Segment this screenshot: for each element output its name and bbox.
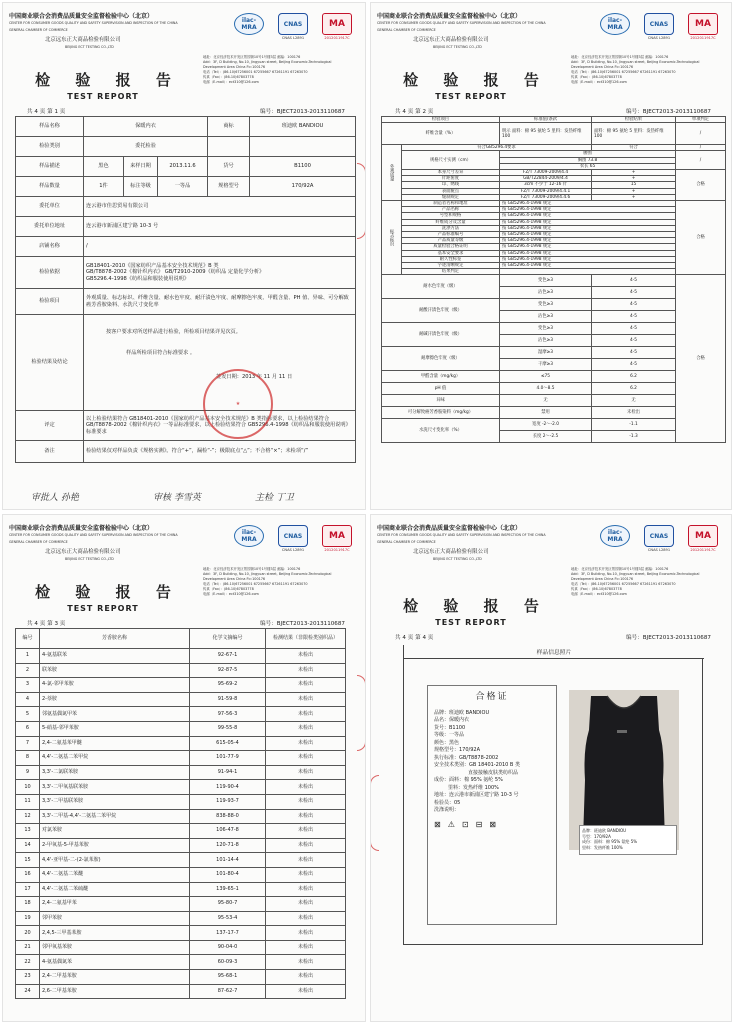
table-cell: 1: [16, 649, 40, 664]
table-cell: 未检出: [266, 955, 346, 970]
cert-line: 洗涤说明：: [434, 807, 460, 813]
table-row: [16, 867, 346, 882]
seam-stamp: [357, 675, 366, 751]
table-row: [16, 678, 346, 693]
report-number: 编号：BJECT2013-2013110687: [626, 109, 711, 115]
cert-line: 里料：发热纤维 100%: [448, 784, 499, 791]
garment-hang-tag: 品牌：班迪欧 BANDIOU 号型：170/92A 成份：面料：棉 95% 氨纶 5% 里料：发热纤维 100%: [579, 825, 677, 855]
table-cell: 4: [16, 692, 40, 707]
table-cell: 2,4-二氨基苯甲醚: [40, 736, 190, 751]
report-number: 编号：BJECT2013-2013110687: [260, 621, 345, 627]
table-cell: 未检出: [266, 853, 346, 868]
center-name-zh: 中国商业联合会消费品质量安全监督检验中心（北京）: [9, 13, 154, 20]
table-cell: 139-65-1: [190, 882, 266, 897]
table-cell: 19: [16, 911, 40, 926]
org-name-zh: 北京远东正大商品检验有限公司: [45, 37, 121, 43]
table-cell: 未检出: [266, 926, 346, 941]
table-cell: 87-62-7: [190, 984, 266, 999]
report-title: 检 验 报 告 TEST REPORT: [35, 71, 181, 101]
table-cell: 未检出: [266, 882, 346, 897]
table-cell: 4-氯-邻甲苯胺: [40, 678, 190, 693]
table-cell: 9: [16, 765, 40, 780]
table-row: [16, 955, 346, 970]
table-cell: 未检出: [266, 809, 346, 824]
iron-icon: ⊟: [475, 819, 483, 829]
table-cell: 未检出: [266, 736, 346, 751]
table-cell: 4-氨基偶氮苯: [40, 955, 190, 970]
report-number: 编号：BJECT2013-2013110687: [260, 109, 345, 115]
table-cell: 未检出: [266, 649, 346, 664]
page-counter: 共 4 页 第 1 页: [27, 109, 66, 115]
report-header: 中国商业联合会消费品质量安全监督检验中心（北京） CENTER FOR CONSUMER GOODS QUALITY AND SAFETY SUPERVISION AND INSPECTION OF THE CHINA GENERAL CHAMBER OF COMMERCE 北京远东正大商品检验有限公司 BEIJING ECT TESTING CO.,LTD: [377, 13, 546, 49]
table-cell: 5-硝基-邻甲苯胺: [40, 721, 190, 736]
table-cell: 11: [16, 794, 40, 809]
table-cell: 邻甲氧基苯胺: [40, 940, 190, 955]
table-row: [16, 721, 346, 736]
cma-logo: MA 2012011917C: [683, 13, 723, 45]
table-cell: 92-67-1: [190, 649, 266, 664]
cert-line: 颜色：黑色: [434, 739, 460, 746]
table-cell: 16: [16, 867, 40, 882]
aromatic-amines-table: 编号 芳香胺名称 化学文摘编号 检测结果（非限检类别织品） 1 4-氨基联苯 92-67-1 未检出 2 联苯胺 92-87-5 未检出 3 4-氯-邻甲苯胺 95-69-2 未检出 4 2-萘胺 91-59-8 未检出 5 邻氨基偶氮甲苯 97-56-3 未检出 6 5-硝基-邻甲苯胺 99-55-8 未检出 7 2,4-二氨基苯甲醚 615-05-4 未检出 8 4,4'-二氨基二苯甲烷 101-77-9 未检出 9 3,3'-二氯联苯胺 91-94-1 未检出 10 3,3'-二甲氧基联苯胺 119-90-4 未检出 11 3,3'-二甲基联苯胺 119-93-7 未检出 12 3,3'-二甲基-4,4'-二氨基二苯甲烷 838-88-0 未检出 13 对氯苯胺 106-47-8 未检出 14 2-甲氧基-5-甲基苯胺 120-71-8 未检出 15 4,4'-亚甲基-二-(2-氯苯胺) 101-14-4 未检出 16 4,4'-二氨基二苯醚 101-80-4 未检出 17 4,4'-二氨基二苯硫醚 139-65-1 未检出 18 2,4-二氨基甲苯 95-80-7 未检出 19 邻甲苯胺 95-53-4 未检出 20 2,4,5-三甲基苯胺 137-17-7 未检出 21 邻甲氧基苯胺 90-04-0 未检出 22 4-氨基偶氮苯 60-09-3 未检出 23 2,4-二甲基苯胺 95-68-1 未检出 24 2,6-二甲基苯胺 87-62-7 未检出: [15, 628, 346, 999]
accreditation-logos: [229, 13, 357, 45]
table-row: [16, 649, 346, 664]
accreditation-logos: [595, 13, 723, 45]
table-row: [16, 794, 346, 809]
cert-line: 货号：B1100: [434, 724, 466, 731]
cnas-logo: CNAS CNAS L2891: [273, 525, 313, 557]
accreditation-logos: [595, 525, 723, 557]
contact-address: 地址：北京经济技术开发区景园街10号1号楼3层 邮编：100176 Add：3F, D Building, No.10, Jingyuan street, Beijing Economic-Technological Development Area China P.c:100176 电话（Tel）：(86-10)67256001 67255667 67261191 67263070 传真（Fax）：(86-10)67803778 电邮（E-mail）：ect310@126.com: [571, 567, 700, 596]
table-cell: 101-80-4: [190, 867, 266, 882]
table-cell: 91-59-8: [190, 692, 266, 707]
table-cell: 14: [16, 838, 40, 853]
cert-line: 品牌：班迪欧 BANDIOU: [434, 709, 490, 716]
table-cell: 2-甲氧基-5-甲基苯胺: [40, 838, 190, 853]
ilac-mra-logo: ilac-MRA: [229, 525, 269, 557]
table-cell: 13: [16, 824, 40, 839]
table-cell: 101-77-9: [190, 751, 266, 766]
table-cell: 24: [16, 984, 40, 999]
table-cell: 120-71-8: [190, 838, 266, 853]
cert-line: 规格型号：170/92A: [434, 747, 481, 753]
table-cell: 15: [16, 853, 40, 868]
table-row: [16, 838, 346, 853]
cma-logo: MA 2012011917C: [683, 525, 723, 557]
cnas-logo: CNAS CNAS L2891: [273, 13, 313, 45]
table-cell: 4,4'-亚甲基-二-(2-氯苯胺): [40, 853, 190, 868]
table-cell: 未检出: [266, 765, 346, 780]
page-counter: 共 4 页 第 2 页: [395, 109, 434, 115]
cert-line: 成份：面料：棉 95% 氨纶 5%: [434, 777, 503, 783]
table-cell: 60-09-3: [190, 955, 266, 970]
report-header: [9, 13, 209, 51]
report-title: 检 验 报 告 TEST REPORT: [35, 583, 181, 613]
table-cell: 未检出: [266, 838, 346, 853]
report-page-4: [370, 514, 732, 1022]
cert-line: 执行标准：GB/T8878-2002: [434, 754, 499, 761]
report-summary-table: 样品名称 保暖内衣 商标 班迪欧 BANDIOU 检验类别 委托检验 样品描述 黑色 来样日期 2013.11.6 货号 B1100 样品数量 1件 标注等级 一等品 规格型号 170/92A 委托单位 连云港市佳思贸易有限公司 委托单位地址 连云港市新浦区建宁路 10-3 号 店铺名称 / 检验依据 GB18401-2010《国家纺织产品基本安全技术规范》B 类 GB/T8878-2002《棉针织内衣》 GB/T2910-2009《纺织品 定量化学分析》 GB5296.4-1998《纺织品和服装使用说明》 检验项目 外观质量、标志标识、纤维含量、耐水色牢度、耐汗渍色牢度、耐摩擦色牢度、甲醛含量、PH 值、异味、可分解致癌芳香胺染料、水洗尺寸变化率 检验结果及结论 按客户要求对所送样品进行检验，所检项目结果详见次页。 样品所检项目符合标准要求 。 签发日期：2013 年 11 月 11 日 评定 以上检验结果符合 GB18401-2010《国家纺织产品基本安全技术规范》B 类指标要求，以上检验结果符合 GB/T8878-2002《棉针织内衣》一等品标准要求，以上检验结果符合 GB5296.4-1998《纺织品和服装使用说明》标准要求 备注 检验结果仅对样品负责《规格实测》。符合“+”，漏检“-”；极限底点“△”；不合格“×”；未检项“/”: [15, 116, 356, 463]
ilac-mra-logo: ilac-MRA: [229, 13, 269, 45]
table-cell: 6: [16, 721, 40, 736]
table-cell: 95-69-2: [190, 678, 266, 693]
table-cell: 未检出: [266, 970, 346, 985]
table-cell: 联苯胺: [40, 663, 190, 678]
table-cell: 未检出: [266, 678, 346, 693]
table-cell: 21: [16, 940, 40, 955]
table-cell: 未检出: [266, 911, 346, 926]
table-cell: 4-氨基联苯: [40, 649, 190, 664]
signature-tester: 主检 丁卫: [255, 493, 294, 503]
table-cell: 2,6-二甲基苯胺: [40, 984, 190, 999]
certificate-title: 合格证: [475, 692, 509, 702]
table-row: [16, 765, 346, 780]
table-row: [16, 911, 346, 926]
accreditation-logos: [229, 525, 357, 557]
table-cell: 未检出: [266, 794, 346, 809]
test-results-table: 检验项目 标准值/条款 检验结果 单项判定 纤维含量（%） 明示 面料：棉 95 氨纶 5 里料：发热纤维 100 面料：棉 95 氨纶 5 里料：发热纤维 100 / 外观质量 符合GB5296.4要求 符合 / 规格尺寸实测（cm） 腰围 / 胸围 73.8 衣长 65 本身尺寸差异 FZ/T 73009-2009/4.4 + 合格 针距密度 GB/T22844-2009/4.4 + 印、绣线 3cm 不少于 12-16 针 15 表面疵点 FZ/T 73009-2009/4.4.1 + 缝制规定 FZ/T 73009-2009/4.4.6 + 标志标识 制造者名称和地址 按 GB5296.4-1998 规定 合格 产品名称 按 GB5296.4-1998 规定 号型和规格 按 GB5296.4-1998 规定 纤维成分及含量 按 GB5296.4-1998 规定 洗涤方法 按 GB5296.4-1998 规定 产品标准编号 按 GB5296.4-1998 规定 产品质量等级 按 GB5296.4-1998 规定 质量检验合格证明 按 GB5296.4-1998 规定 基本安全要求 按 GB5296.4-1998 规定 耐久性标签 按 GB5296.4-1998 规定 字迹清晰规定 按 GB5296.4-1998 规定 结果判定 耐水色牢度（级） 变色≥3 4-5 合格 沾色≥3 4-5 耐酸汗渍色牢度（级） 变色≥3 4-5 沾色≥3 4-5 耐碱汗渍色牢度（级） 变色≥3 4-5 沾色≥3 4-5 耐摩擦色牢度（级） 湿摩≥3 4-5 干摩≥3 4-5 甲醛含量（mg/kg） ≤75 6.2 pH 值 4.0～8.5 6.2 异味 无 无 可分解致癌芳香胺染料（mg/kg） 禁用 未检出 水洗尺寸变化率（%） 宽度 -2～-2.0 -1.1 长度 2～-2.5 -1.3: [381, 116, 726, 443]
signature-approver: 审批人 孙艳: [31, 493, 79, 503]
cma-logo: MA 2012011917C: [317, 13, 357, 45]
report-header: 中国商业联合会消费品质量安全监督检验中心（北京） CENTER FOR CONSUMER GOODS QUALITY AND SAFETY SUPERVISION AND INSPECTION OF THE CHINA GENERAL CHAMBER OF COMMERCE 北京远东正大商品检验有限公司 BEIJING ECT TESTING CO.,LTD: [9, 525, 178, 561]
no-bleach-icon: ⚠: [447, 819, 455, 829]
report-page-1: [2, 2, 366, 510]
signature-reviewer: 审核 李雪英: [153, 493, 201, 503]
table-cell: 未检出: [266, 897, 346, 912]
seam-stamp: [357, 163, 366, 239]
table-cell: 18: [16, 897, 40, 912]
page-counter: 共 4 页 第 4 页: [395, 635, 434, 641]
table-cell: 2,4-二甲基苯胺: [40, 970, 190, 985]
table-cell: 未检出: [266, 940, 346, 955]
table-cell: 4,4'-二氨基二苯醚: [40, 867, 190, 882]
report-header: 中国商业联合会消费品质量安全监督检验中心（北京） CENTER FOR CONSUMER GOODS QUALITY AND SAFETY SUPERVISION AND INSPECTION OF THE CHINA GENERAL CHAMBER OF COMMERCE 北京远东正大商品检验有限公司 BEIJING ECT TESTING CO.,LTD: [377, 525, 546, 561]
table-cell: 8: [16, 751, 40, 766]
table-cell: 未检出: [266, 780, 346, 795]
table-cell: 未检出: [266, 824, 346, 839]
seam-stamp: [370, 775, 379, 851]
table-row: [16, 751, 346, 766]
center-name-en: CENTER FOR CONSUMER GOODS QUALITY AND SAFETY SUPERVISION AND INSPECTION OF THE CHINA: [9, 21, 178, 25]
no-dryclean-icon: ⊠: [489, 819, 496, 829]
center-name-en-2: GENERAL CHAMBER OF COMMERCE: [9, 28, 68, 32]
org-name-en: BEIJING ECT TESTING CO.,LTD: [65, 45, 114, 49]
cert-line: 等级：一等品: [434, 732, 465, 738]
table-cell: 95-53-4: [190, 911, 266, 926]
table-cell: 对氯苯胺: [40, 824, 190, 839]
table-cell: 未检出: [266, 692, 346, 707]
table-cell: 3,3'-二甲氧基联苯胺: [40, 780, 190, 795]
table-cell: 未检出: [266, 721, 346, 736]
cert-line: 安全技术类别：GB 18401-2010 B 类: [434, 762, 520, 768]
table-row: [16, 692, 346, 707]
table-cell: 3,3'-二甲基-4,4'-二氨基二苯甲烷: [40, 809, 190, 824]
sample-photo-title: 样品信息照片: [404, 645, 704, 659]
qualification-certificate: [427, 685, 557, 925]
table-row: [16, 882, 346, 897]
ilac-mra-logo: ilac-MRA: [595, 13, 635, 45]
table-cell: 97-56-3: [190, 707, 266, 722]
table-row: [16, 736, 346, 751]
table-row: [16, 940, 346, 955]
table-row: [16, 780, 346, 795]
table-cell: 119-93-7: [190, 794, 266, 809]
table-cell: 17: [16, 882, 40, 897]
table-cell: 91-94-1: [190, 765, 266, 780]
contact-address: 地址：北京经济技术开发区景园街10号1号楼3层 邮编：100176 Add：3F, D Building, No.10, Jingyuan street, Beijing Economic-Technological Development Area China P.c:100176 电话（Tel）：(86-10)67256001 67255667 67261191 67263070 传真（Fax）：(86-10)67803778 电邮（E-mail）：ect310@126.com: [203, 567, 332, 596]
cnas-logo: CNAS CNAS L2891: [639, 525, 679, 557]
table-cell: 106-47-8: [190, 824, 266, 839]
tumble-dry-icon: ⊡: [461, 819, 469, 829]
cnas-logo: CNAS CNAS L2891: [639, 13, 679, 45]
table-cell: 3,3'-二甲基联苯胺: [40, 794, 190, 809]
table-cell: 10: [16, 780, 40, 795]
table-cell: 3: [16, 678, 40, 693]
table-row: [16, 707, 346, 722]
inspection-seal: ★: [203, 369, 273, 439]
table-cell: 7: [16, 736, 40, 751]
table-row: [16, 853, 346, 868]
table-cell: 90-04-0: [190, 940, 266, 955]
report-page-3: [2, 514, 366, 1022]
table-row: [16, 809, 346, 824]
table-cell: 20: [16, 926, 40, 941]
cert-line: 直接接触皮肤类纺织品: [468, 769, 519, 776]
report-number: 编号：BJECT2013-2013110687: [626, 635, 711, 641]
table-cell: 838-88-0: [190, 809, 266, 824]
table-cell: 23: [16, 970, 40, 985]
table-cell: 未检出: [266, 707, 346, 722]
table-row: [16, 663, 346, 678]
table-cell: 4,4'-二氨基二苯甲烷: [40, 751, 190, 766]
cma-logo: MA 2012011917C: [317, 525, 357, 557]
table-cell: 95-68-1: [190, 970, 266, 985]
table-cell: 3,3'-二氯联苯胺: [40, 765, 190, 780]
cert-line: 地址：连云港市新浦区建宁路 10-3 号: [434, 792, 519, 798]
cert-line: 品名：保暖内衣: [434, 717, 470, 723]
table-row: [16, 897, 346, 912]
table-cell: 2,4-二氨基甲苯: [40, 897, 190, 912]
table-cell: 邻氨基偶氮甲苯: [40, 707, 190, 722]
ilac-mra-logo: ilac-MRA: [595, 525, 635, 557]
contact-address: 地址：北京经济技术开发区景园街10号1号楼3层 邮编：100176 Add：3F, D Building, No.10, Jingyuan street, Beijing Economic-Technological Development Area China P.c:100176 电话（Tel）：(86-10)67256001 67255667 67261191 67263070 传真（Fax）：(86-10)67803778 电邮（E-mail）：ect310@126.com: [571, 55, 700, 84]
table-cell: 2,4,5-三甲基苯胺: [40, 926, 190, 941]
table-cell: 未检出: [266, 984, 346, 999]
table-cell: 2: [16, 663, 40, 678]
table-cell: 未检出: [266, 663, 346, 678]
table-row: [16, 970, 346, 985]
table-cell: 99-55-8: [190, 721, 266, 736]
table-cell: 2-萘胺: [40, 692, 190, 707]
no-wash-icon: ⊠: [434, 819, 441, 829]
table-cell: 4,4'-二氨基二苯硫醚: [40, 882, 190, 897]
table-cell: 未检出: [266, 867, 346, 882]
table-row: [16, 984, 346, 999]
report-page-2: [370, 2, 732, 510]
table-cell: 95-80-7: [190, 897, 266, 912]
table-cell: 未检出: [266, 751, 346, 766]
table-row: [16, 824, 346, 839]
table-cell: 137-17-7: [190, 926, 266, 941]
page-counter: 共 4 页 第 3 页: [27, 621, 66, 627]
table-cell: 邻甲苯胺: [40, 911, 190, 926]
table-cell: 5: [16, 707, 40, 722]
care-symbols: [434, 821, 550, 829]
table-cell: 22: [16, 955, 40, 970]
table-cell: 101-14-4: [190, 853, 266, 868]
table-cell: 119-90-4: [190, 780, 266, 795]
table-cell: 615-05-4: [190, 736, 266, 751]
report-title: 检 验 报 告 TEST REPORT: [403, 597, 549, 627]
table-row: [16, 926, 346, 941]
table-cell: 12: [16, 809, 40, 824]
contact-address: 地址：北京经济技术开发区景园街10号1号楼3层 邮编：100176 Add：3F, D Building, No.10, Jingyuan street, Beijing Economic-Technological Development Area China P.c:100176 电话（Tel）：(86-10)67256001 67255667 67261191 67263070 传真（Fax）：(86-10)67803778 电邮（E-mail）：ect310@126.com: [203, 55, 332, 84]
table-cell: 92-87-5: [190, 663, 266, 678]
report-title: 检 验 报 告 TEST REPORT: [403, 71, 549, 101]
cert-line: 检验员：05: [434, 799, 461, 806]
